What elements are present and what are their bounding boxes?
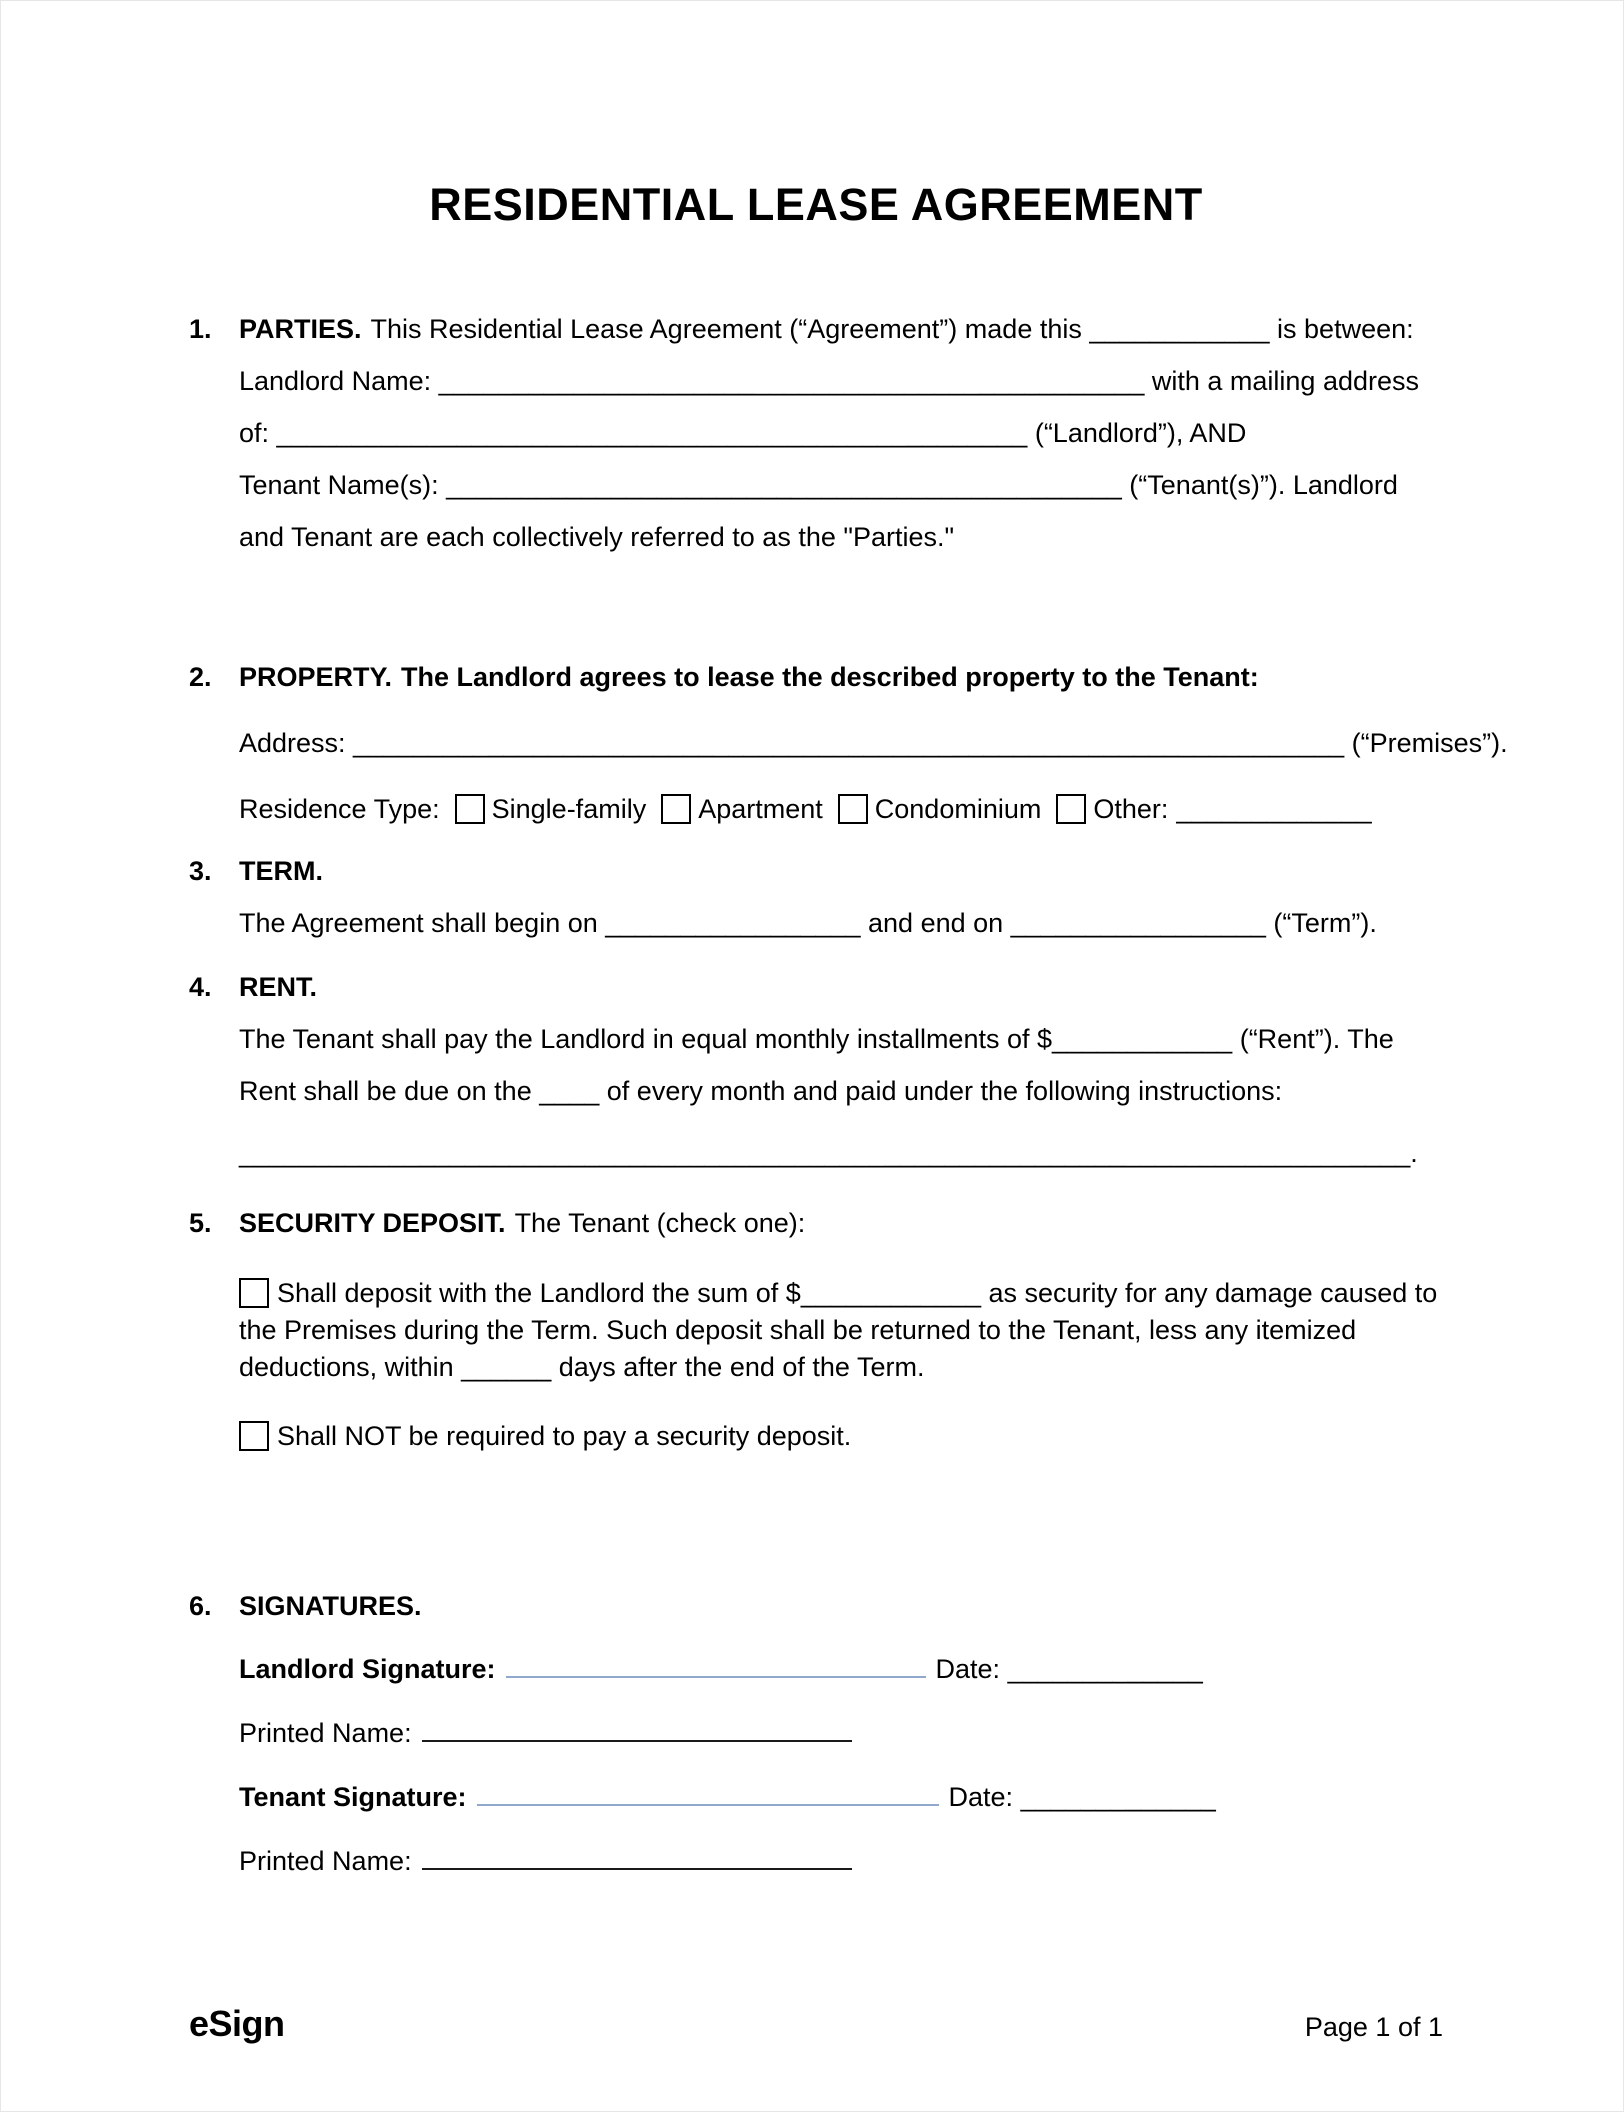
- section-parties-body: [239, 303, 1443, 563]
- residence-type-label: Residence Type:: [239, 794, 440, 824]
- tenant-signature-label: Tenant Signature:: [239, 1782, 467, 1812]
- rent-line-2: Rent shall be due on the ____ of every month and paid under the following instructions:: [239, 1076, 1283, 1106]
- section-term-body: [239, 845, 1443, 949]
- parties-line-tenant-name: Tenant Name(s): _____________________________________________ (“Tenant(s)”). Landlord: [239, 470, 1398, 500]
- rent-instructions-blank-line: ______________________________________________________________________________.: [239, 1138, 1418, 1168]
- tenant-printed-name-row: [239, 1840, 1443, 1882]
- landlord-printed-name-row: [239, 1712, 1443, 1754]
- security-deposit-option-2-text: Shall NOT be required to pay a security deposit.: [277, 1421, 852, 1451]
- page-number: Page 1 of 1: [1304, 2012, 1443, 2042]
- rent-heading-line: [239, 961, 1443, 1013]
- security-deposit-heading: SECURITY DEPOSIT.: [239, 1208, 506, 1238]
- security-deposit-option-2: [239, 1418, 1443, 1455]
- checkbox-other[interactable]: [1056, 794, 1086, 824]
- tenant-signature-row: [239, 1776, 1443, 1818]
- landlord-signature-field[interactable]: [506, 1652, 926, 1678]
- parties-line-1: [239, 303, 1443, 355]
- section-signatures-number: 6.: [189, 1591, 212, 1621]
- checkbox-no-deposit[interactable]: [239, 1421, 269, 1451]
- option-label-apartment: Apartment: [698, 794, 823, 824]
- section-security-deposit: [189, 1197, 1443, 1455]
- security-deposit-option-1: [239, 1275, 1443, 1386]
- term-dates-line: The Agreement shall begin on _________________ and end on _________________ (“Term”).: [239, 908, 1377, 938]
- rent-heading: RENT.: [239, 972, 318, 1002]
- parties-intro-text: This Residential Lease Agreement (“Agreement”) made this ____________ is between:: [370, 314, 1414, 344]
- tenant-printed-name-label: Printed Name:: [239, 1846, 412, 1876]
- security-deposit-heading-rest: The Tenant (check one):: [514, 1208, 806, 1238]
- term-heading: TERM.: [239, 856, 323, 886]
- tenant-printed-name-field[interactable]: [422, 1844, 852, 1870]
- section-security-deposit-number: 5.: [189, 1208, 212, 1238]
- tenant-signature-field[interactable]: [477, 1780, 939, 1806]
- section-rent-number: 4.: [189, 972, 212, 1002]
- esign-logo: eSign: [189, 2003, 285, 2044]
- parties-line-mailing-address: of: __________________________________________________ (“Landlord”), AND: [239, 418, 1247, 448]
- rent-line-1: The Tenant shall pay the Landlord in equal monthly installments of $____________ (“Rent”). The: [239, 1024, 1394, 1054]
- option-label-single-family: Single-family: [491, 794, 647, 824]
- section-signatures-body: [239, 1580, 1443, 1882]
- section-security-deposit-body: [239, 1197, 1443, 1455]
- document-content: [1, 179, 1623, 1882]
- section-term-number: 3.: [189, 856, 212, 886]
- section-property-number: 2.: [189, 662, 212, 692]
- section-rent-body: [239, 961, 1443, 1179]
- property-address-line: Address: __________________________________________________________________ (“Premises”).: [239, 728, 1508, 758]
- section-property-body: [239, 651, 1508, 835]
- checkbox-condominium[interactable]: [838, 794, 868, 824]
- parties-line-closing: and Tenant are each collectively referred to as the "Parties.": [239, 522, 955, 552]
- section-signatures: [189, 1580, 1443, 1882]
- landlord-printed-name-label: Printed Name:: [239, 1718, 412, 1748]
- section-parties-number: 1.: [189, 314, 212, 344]
- landlord-signature-label: Landlord Signature:: [239, 1654, 496, 1684]
- option-label-condominium: Condominium: [874, 794, 1042, 824]
- parties-heading: PARTIES.: [239, 314, 362, 344]
- checkbox-deposit-required[interactable]: [239, 1278, 269, 1308]
- page-footer: [189, 2003, 1443, 2045]
- tenant-date-label: Date:: [948, 1782, 1014, 1812]
- residence-type-line: [239, 783, 1443, 835]
- section-rent: [189, 961, 1443, 1179]
- other-blank-field: _____________: [1176, 794, 1372, 824]
- checkbox-single-family[interactable]: [455, 794, 485, 824]
- landlord-date-label: Date:: [935, 1654, 1001, 1684]
- section-term: [189, 845, 1443, 949]
- section-parties: [189, 303, 1443, 563]
- property-heading-rest: The Landlord agrees to lease the described property to the Tenant:: [401, 662, 1259, 692]
- checkbox-apartment[interactable]: [661, 794, 691, 824]
- term-heading-line: [239, 845, 1443, 897]
- security-deposit-option-1-text: Shall deposit with the Landlord the sum of $____________ as security for any damage caused to the Premises during the Term. Such deposit shall be returned to the Tenant, less any itemized deductions, within ______ days after the end of the Term.: [239, 1278, 1438, 1382]
- document-title: RESIDENTIAL LEASE AGREEMENT: [429, 179, 1203, 230]
- signatures-heading: SIGNATURES.: [239, 1591, 422, 1621]
- landlord-signature-row: [239, 1648, 1443, 1690]
- section-property: [189, 651, 1508, 835]
- tenant-date-blank[interactable]: _____________: [1020, 1782, 1216, 1812]
- security-deposit-heading-line: [239, 1197, 1443, 1249]
- parties-line-landlord-name: Landlord Name: _______________________________________________ with a mailing address: [239, 366, 1419, 396]
- property-heading: PROPERTY.: [239, 662, 393, 692]
- landlord-printed-name-field[interactable]: [422, 1716, 852, 1742]
- signatures-heading-line: [239, 1580, 1443, 1632]
- property-heading-line: [239, 651, 1443, 703]
- option-label-other: Other:: [1093, 794, 1169, 824]
- landlord-date-blank[interactable]: _____________: [1007, 1654, 1203, 1684]
